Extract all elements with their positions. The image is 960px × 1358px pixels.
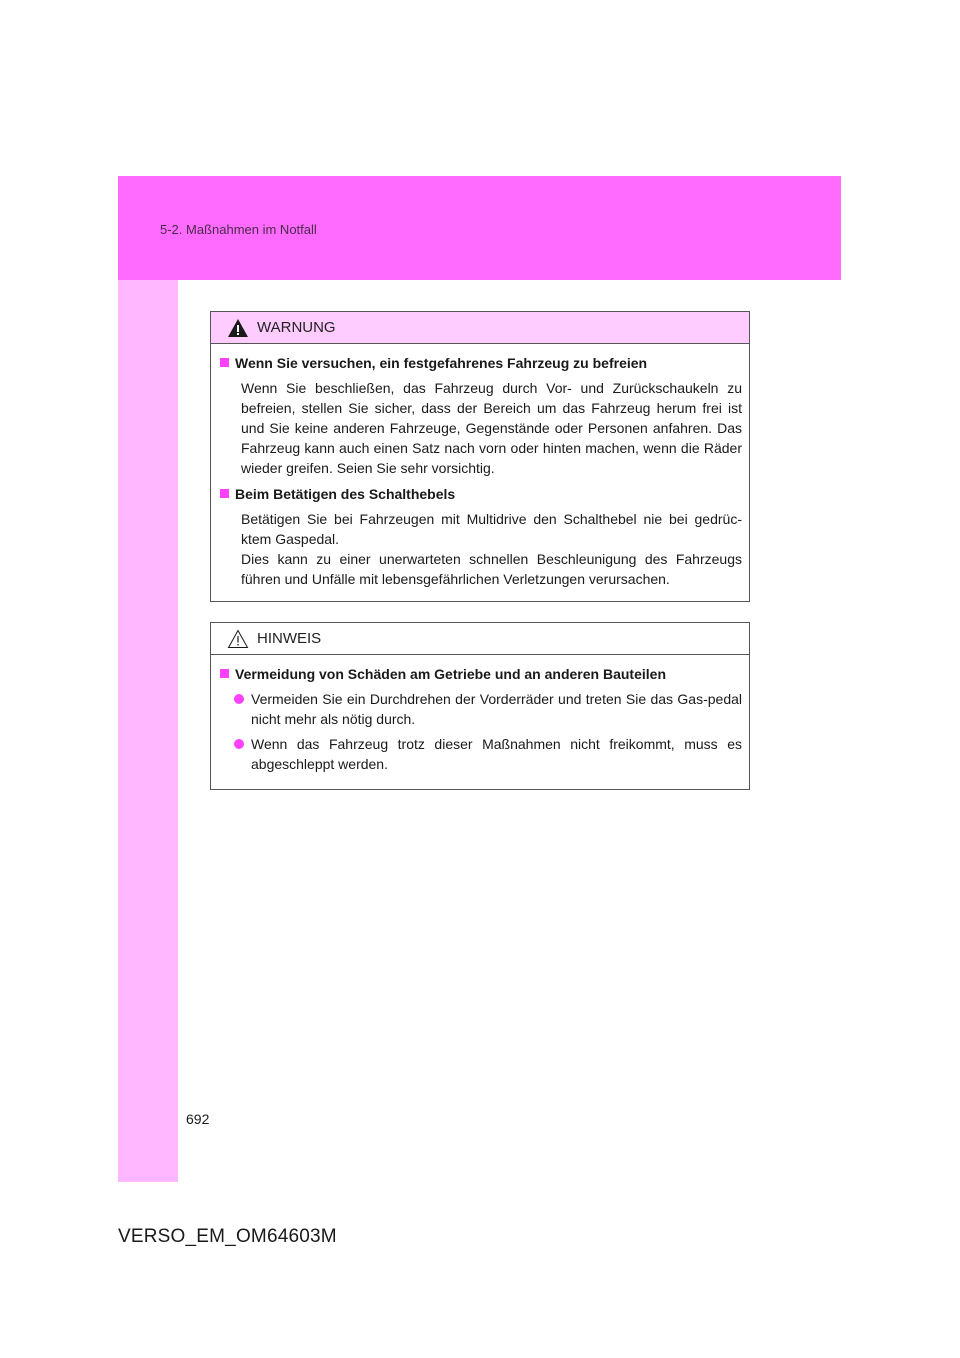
warning-text-stuck-vehicle: Wenn Sie beschließen, das Fahrzeug durch Vor- und Zurückschaukeln zu befreien, stellen Sie sicher, dass der Bereich um das Fahrzeug herum frei ist und Sie keine anderen Fahrzeuge, Gegenstände oder Personen anfahren. Das Fahrzeug kann auch einen Satz nach vorn oder hinten machen, wenn die Räder wieder greifen. Seien Sie sehr vorsichtig. bbox=[241, 380, 742, 476]
square-bullet-icon bbox=[220, 358, 229, 367]
side-margin-strip bbox=[118, 280, 178, 1182]
page-number: 692 bbox=[186, 1111, 210, 1127]
warning-text-shift-lever-2: Dies kann zu einer unerwarteten schnellen Beschleunigung des Fahrzeugs führen und Unfälle mit lebensgefährlichen Verletzungen verursachen. bbox=[241, 551, 742, 587]
warning-triangle-icon bbox=[227, 318, 249, 338]
document-code: VERSO_EM_OM64603M bbox=[118, 1226, 337, 1247]
round-bullet-icon bbox=[234, 739, 244, 749]
notice-box bbox=[210, 622, 750, 790]
section-title: 5-2. Maßnahmen im Notfall bbox=[160, 222, 317, 237]
notice-title: HINWEIS bbox=[257, 630, 322, 647]
caution-triangle-outline-icon bbox=[227, 629, 249, 649]
list-item: Wenn das Fahrzeug trotz dieser Maßnahmen nicht freikommt, muss es abgeschleppt werden. bbox=[220, 734, 742, 774]
list-item: Vermeiden Sie ein Durchdrehen der Vorderräder und treten Sie das Gas-pedal nicht mehr als nötig durch. bbox=[220, 689, 742, 729]
square-bullet-icon bbox=[220, 489, 229, 498]
notice-header bbox=[211, 623, 749, 655]
chapter-header-band bbox=[118, 176, 841, 280]
warning-text-shift-lever-1: Betätigen Sie bei Fahrzeugen mit Multidrive den Schalthebel nie bei gedrüc-ktem Gaspedal. bbox=[241, 511, 742, 547]
warning-heading-shift-lever: Beim Betätigen des Schalthebels bbox=[220, 484, 742, 504]
round-bullet-icon bbox=[234, 694, 244, 704]
warning-body bbox=[211, 344, 749, 589]
warning-box bbox=[210, 311, 750, 602]
notice-heading: Vermeidung von Schäden am Getriebe und an anderen Bauteilen bbox=[220, 664, 742, 684]
warning-header bbox=[211, 312, 749, 344]
square-bullet-icon bbox=[220, 669, 229, 678]
warning-title: WARNUNG bbox=[257, 319, 336, 336]
warning-heading-stuck-vehicle: Wenn Sie versuchen, ein festgefahrenes Fahrzeug zu befreien bbox=[220, 353, 742, 373]
notice-body bbox=[211, 655, 749, 774]
